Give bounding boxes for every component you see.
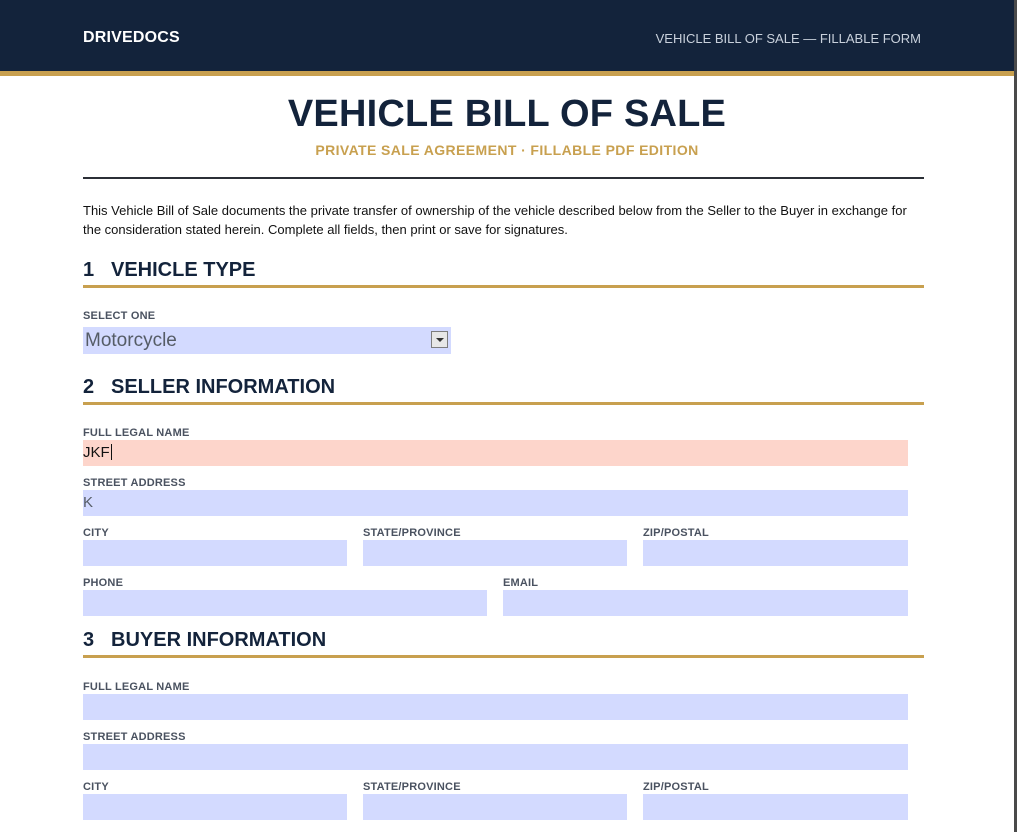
seller-email-field[interactable] bbox=[503, 590, 908, 616]
document-type-label: VEHICLE BILL OF SALE — FILLABLE FORM bbox=[655, 31, 921, 46]
section-buyer-heading bbox=[83, 629, 326, 652]
text-cursor bbox=[111, 444, 112, 460]
buyer-street-field[interactable] bbox=[83, 744, 908, 770]
seller-street-field[interactable] bbox=[83, 490, 908, 516]
section-title-text: SELLER INFORMATION bbox=[111, 376, 336, 398]
section-title-text: BUYER INFORMATION bbox=[111, 629, 327, 651]
vehicle-type-label: SELECT ONE bbox=[83, 310, 156, 322]
buyer-full-name-label: FULL LEGAL NAME bbox=[83, 681, 190, 693]
section-number: 2 bbox=[83, 376, 95, 398]
buyer-zip-label: ZIP/POSTAL bbox=[643, 781, 709, 793]
section-divider bbox=[83, 402, 924, 405]
seller-street-label: STREET ADDRESS bbox=[83, 477, 186, 489]
seller-city-field[interactable] bbox=[83, 540, 347, 566]
buyer-state-field[interactable] bbox=[363, 794, 627, 820]
vehicle-type-selected-value: Motorcycle bbox=[85, 330, 177, 351]
buyer-city-label: CITY bbox=[83, 781, 109, 793]
buyer-zip-field[interactable] bbox=[643, 794, 908, 820]
intro-paragraph: This Vehicle Bill of Sale documents the private transfer of ownership of the vehicle described below from the Seller to the Buyer in exchange for the consideration stated herein. Complete all fields, then print or save for signatures. bbox=[83, 203, 907, 237]
section-vehicle-type-heading bbox=[83, 259, 255, 282]
seller-full-name-label: FULL LEGAL NAME bbox=[83, 427, 190, 439]
seller-zip-field[interactable] bbox=[643, 540, 908, 566]
brand-logo-text: DRIVEDOCS bbox=[83, 29, 180, 46]
page-title: VEHICLE BILL OF SALE bbox=[287, 93, 727, 135]
section-seller-heading bbox=[83, 376, 335, 399]
chevron-down-icon[interactable] bbox=[431, 331, 448, 348]
buyer-street-label: STREET ADDRESS bbox=[83, 731, 186, 743]
header-accent-stripe bbox=[0, 71, 1014, 76]
seller-phone-label: PHONE bbox=[83, 577, 124, 589]
vehicle-type-select[interactable] bbox=[83, 327, 451, 354]
seller-full-name-value: JKF bbox=[83, 444, 110, 461]
page-subtitle: PRIVATE SALE AGREEMENT · FILLABLE PDF EDITION bbox=[315, 142, 699, 158]
seller-email-label: EMAIL bbox=[503, 577, 539, 589]
section-divider bbox=[83, 285, 924, 288]
section-title-text: VEHICLE TYPE bbox=[111, 259, 256, 281]
buyer-full-name-field[interactable] bbox=[83, 694, 908, 720]
section-number: 3 bbox=[83, 629, 95, 651]
seller-zip-label: ZIP/POSTAL bbox=[643, 527, 709, 539]
buyer-city-field[interactable] bbox=[83, 794, 347, 820]
section-number: 1 bbox=[83, 259, 95, 281]
seller-state-label: STATE/PROVINCE bbox=[363, 527, 461, 539]
seller-phone-field[interactable] bbox=[83, 590, 487, 616]
seller-city-label: CITY bbox=[83, 527, 109, 539]
seller-full-name-field[interactable] bbox=[83, 440, 908, 466]
header-bar bbox=[0, 0, 1014, 71]
buyer-state-label: STATE/PROVINCE bbox=[363, 781, 461, 793]
seller-state-field[interactable] bbox=[363, 540, 627, 566]
seller-street-value: K bbox=[83, 494, 94, 511]
section-divider bbox=[83, 655, 924, 658]
title-divider bbox=[83, 177, 924, 179]
